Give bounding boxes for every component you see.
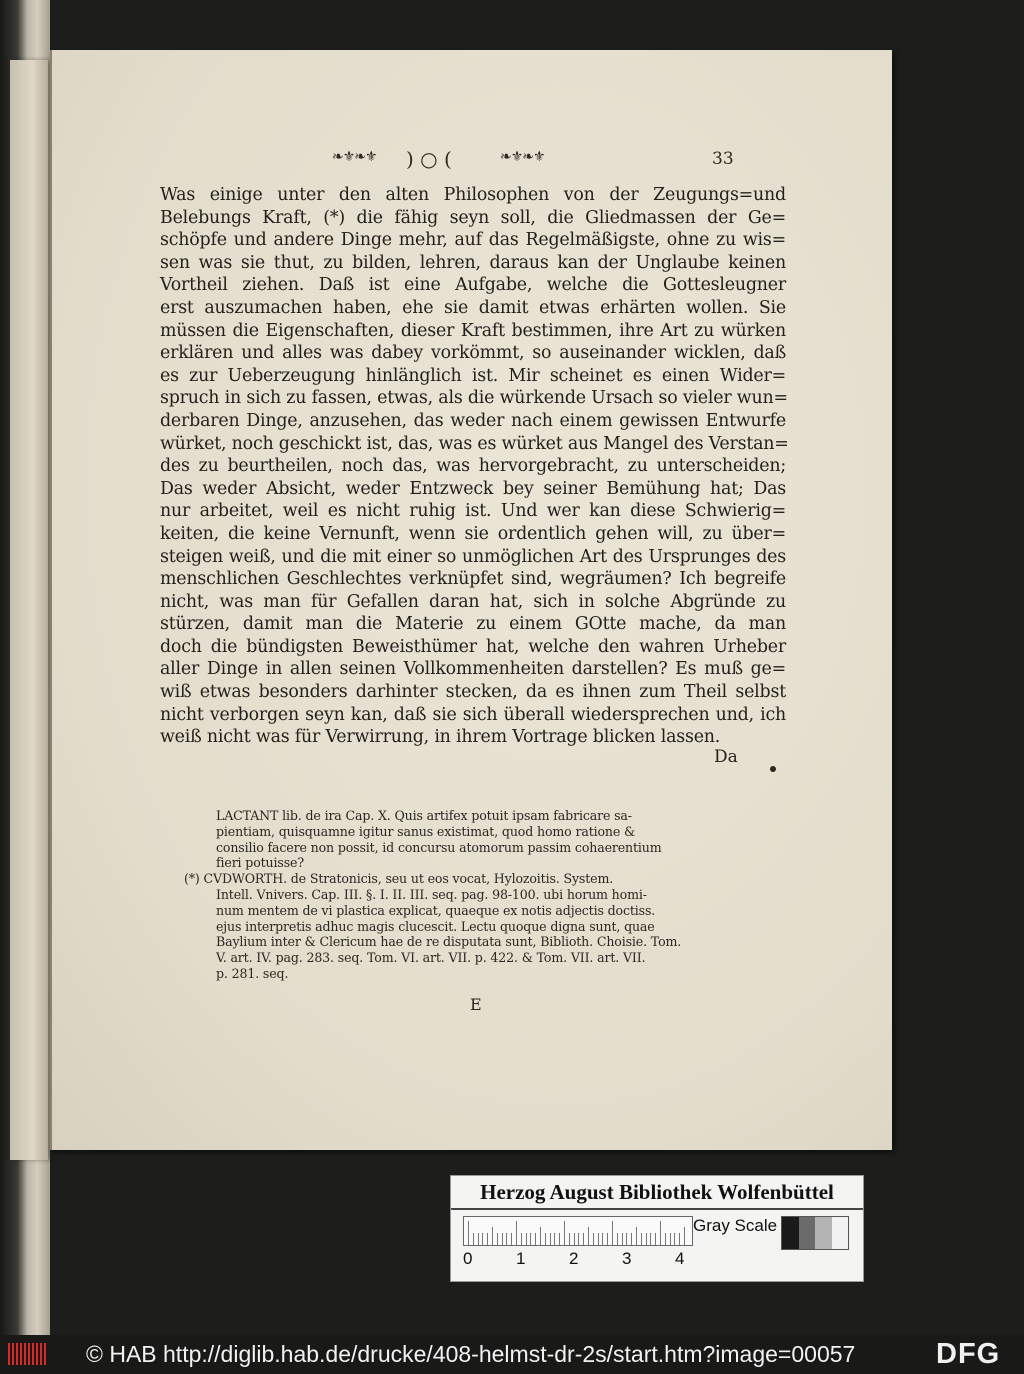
ruler-tick	[487, 1233, 488, 1245]
ruler-numbers	[463, 1249, 691, 1271]
body-line: wiß etwas besonders darhinter stecken, da es ihnen zum Theil selbst	[160, 682, 786, 703]
barcode-bar	[12, 1343, 14, 1365]
gray-scale-swatches	[781, 1216, 849, 1250]
body-line: Das weder Absicht, weder Entzweck bey seiner Bemühung hat; Das	[160, 478, 786, 499]
ruler-tick	[473, 1233, 474, 1245]
body-line: Belebungs Kraft, (*) die fähig seyn soll, die Gliedmassen der Ge=	[160, 207, 786, 228]
body-line: würket, noch geschickt ist, das, was es würket aus Mangel des Verstan=	[160, 433, 789, 454]
header-center: ) ○ (	[406, 147, 452, 171]
page-number: 33	[712, 149, 734, 169]
ruler-tick	[583, 1233, 584, 1245]
ruler-tick	[569, 1233, 570, 1245]
dfg-logo: DFG	[936, 1338, 1001, 1370]
library-name: Herzog August Bibliothek Wolfenbüttel	[480, 1180, 834, 1204]
ruler-tick	[526, 1233, 527, 1245]
ruler-tick	[679, 1233, 680, 1245]
body-line: erst auszumachen haben, ehe sie damit etwas erhärten wollen. Sie	[160, 297, 786, 318]
body-line: nur arbeitet, weil es nicht ruhig ist. Und wer kan diese Schwierig=	[160, 501, 786, 522]
body-line: keiten, die keine Vernunft, wenn sie ordentlich gehen will, zu über=	[160, 523, 786, 544]
ruler-tick	[550, 1233, 551, 1245]
body-line: schöpfe und andere Dinge mehr, auf das Regelmäßigste, ohne zu wis=	[160, 230, 786, 251]
body-line: steigen weiß, und die mit einer so unmöglichen Art des Ursprunges des	[160, 546, 786, 567]
ruler-number: 0	[463, 1249, 473, 1268]
ruler-tick	[622, 1233, 623, 1245]
barcode-bar	[32, 1343, 34, 1365]
body-line: Vortheil ziehen. Daß ist eine Aufgabe, welche die Gottesleugner	[160, 275, 786, 296]
body-line: stürzen, damit man die Materie zu einem GOtte mache, da man	[160, 614, 786, 635]
footnote-line: ejus interpretis adhuc magis clucescit. Lectu quoque digna sunt, quae	[216, 918, 655, 934]
barcode-bar	[24, 1343, 26, 1365]
ruler-tick	[660, 1221, 661, 1245]
ruler-tick	[468, 1221, 469, 1245]
footnote-line: V. art. IV. pag. 283. seq. Tom. VI. art. VII. p. 422. & Tom. VII. art. VII.	[216, 950, 646, 966]
copyright-link[interactable]: © HAB http://diglib.hab.de/drucke/408-helmst-dr-2s/start.htm?image=00057	[86, 1341, 856, 1367]
ruler-tick	[559, 1233, 560, 1245]
barcode-bar	[36, 1343, 38, 1365]
footnote-line: Intell. Vnivers. Cap. III. §. I. II. III. seq. pag. 98-100. ubi horum homi-	[216, 886, 647, 902]
ruler-tick	[588, 1227, 589, 1245]
footnote-line: LACTANT lib. de ira Cap. X. Quis artifex potuit ipsam fabricare sa-	[216, 808, 632, 823]
ruler-tick	[617, 1233, 618, 1245]
card-divider	[451, 1208, 863, 1210]
ruler-tick	[492, 1227, 493, 1245]
ruler-number: 1	[516, 1249, 526, 1268]
body-line: nicht verborgen seyn kan, daß sie sich überall wiedersprechen und, ich	[160, 704, 786, 725]
ruler-tick	[497, 1233, 498, 1245]
facing-page-edge	[10, 60, 48, 1160]
barcode-bar	[8, 1343, 10, 1365]
ruler-tick	[650, 1233, 651, 1245]
footnote-line: Baylium inter & Clericum hae de re disputata sunt, Biblioth. Choisie. Tom.	[216, 934, 682, 950]
footnote-line: (*) CVDWORTH. de Stratonicis, seu ut eos vocat, Hylozoitis. System.	[184, 871, 614, 887]
body-line: sen was sie thut, zu bilden, lehren, daraus kan der Unglaube keinen	[160, 252, 786, 273]
gray-swatch	[799, 1217, 816, 1249]
ruler-number: 2	[569, 1249, 579, 1268]
body-line: es zur Ueberzeugung hinlänglich ist. Mir scheinet es einen Wider=	[160, 365, 786, 386]
barcode-bar	[20, 1343, 22, 1365]
ruler-tick	[636, 1227, 637, 1245]
ruler-tick	[521, 1233, 522, 1245]
ruler-number: 4	[675, 1249, 685, 1268]
ruler-tick	[655, 1233, 656, 1245]
running-header	[52, 147, 892, 177]
ruler-tick	[545, 1233, 546, 1245]
catchword: Da	[714, 747, 738, 767]
footnote-line: p. 281. seq.	[216, 965, 289, 981]
body-line: spruch in sich zu fassen, etwas, als die würkende Ursach so vieler wun=	[160, 388, 788, 409]
barcode-bar	[44, 1343, 46, 1365]
ruler-tick	[516, 1221, 517, 1245]
body-line: des zu beurtheilen, noch das, was hervorgebracht, zu unterscheiden;	[160, 456, 786, 477]
ruler-tick	[631, 1233, 632, 1245]
body-line: menschlichen Geschlechtes verknüpfet sind, wegräumen? Ich begreife	[160, 569, 786, 590]
body-line: weiß nicht was für Verwirrung, in ihrem Vortrage blicken lassen.	[160, 727, 721, 748]
header-ornament-left: ❧⚜❧⚜	[332, 149, 377, 165]
ink-spot	[770, 766, 776, 772]
footnote-line: num mentem de vi plastica explicat, quaeque ex notis adjectis doctiss.	[216, 902, 656, 918]
ruler-tick	[511, 1233, 512, 1245]
gray-swatch	[815, 1217, 832, 1249]
ruler-tick	[482, 1233, 483, 1245]
gray-swatch	[832, 1217, 849, 1249]
ruler-tick	[602, 1233, 603, 1245]
footnotes	[184, 808, 778, 982]
body-text	[160, 184, 789, 749]
ruler-tick	[506, 1233, 507, 1245]
ruler-number: 3	[622, 1249, 632, 1268]
ruler-tick	[626, 1233, 627, 1245]
barcode-bar	[40, 1343, 42, 1365]
body-line: doch die bündigsten Beweisthümer hat, welche den wahren Urheber	[160, 636, 786, 657]
ruler-tick	[530, 1233, 531, 1245]
ruler-tick	[641, 1233, 642, 1245]
ruler-tick	[535, 1233, 536, 1245]
body-line: erklären und alles was dabey vorkömmt, so auseinander wicklen, daß	[160, 343, 786, 364]
ruler-tick	[670, 1233, 671, 1245]
footnote-line: pientiam, quisquamne igitur sanus existimat, quod homo ratione &	[216, 823, 636, 839]
library-color-card	[450, 1175, 864, 1282]
barcode-bar	[16, 1343, 18, 1365]
ruler-tick	[574, 1233, 575, 1245]
barcode-bar	[28, 1343, 30, 1365]
ruler-tick	[684, 1227, 685, 1245]
measurement-ruler	[463, 1216, 693, 1246]
ruler-tick	[502, 1233, 503, 1245]
ruler-tick	[478, 1233, 479, 1245]
ruler-tick	[578, 1233, 579, 1245]
ruler-tick	[554, 1233, 555, 1245]
ruler-tick	[612, 1221, 613, 1245]
gray-scale-label: Gray Scale	[693, 1216, 778, 1235]
footer-bar	[0, 1335, 1024, 1374]
ruler-tick	[665, 1233, 666, 1245]
ruler-tick	[674, 1233, 675, 1245]
body-line: derbaren Dinge, anzusehen, das weder nach einem gewissen Entwurfe	[160, 410, 786, 431]
footnote-line: fieri potuisse?	[216, 855, 304, 871]
ruler-tick	[598, 1233, 599, 1245]
signature-mark: E	[470, 995, 482, 1014]
body-line: müssen die Eigenschaften, dieser Kraft bestimmen, ihre Art zu würken	[160, 320, 786, 341]
header-ornament-right: ❧⚜❧⚜	[500, 149, 545, 165]
body-line: nicht, was man für Gefallen daran hat, sich in solche Abgründe zu	[160, 591, 786, 612]
body-line: Was einige unter den alten Philosophen von der Zeugungs=und	[160, 185, 786, 205]
barcode-icon	[8, 1343, 48, 1365]
ruler-tick	[646, 1233, 647, 1245]
footnote-line: consilio facere non possit, id concursu atomorum passim cohaerentium	[216, 839, 662, 855]
ruler-tick	[540, 1227, 541, 1245]
ruler-tick	[593, 1233, 594, 1245]
body-line: aller Dinge in allen seinen Vollkommenheiten darstellen? Es muß ge=	[160, 659, 786, 680]
ruler-tick	[564, 1221, 565, 1245]
book-page	[50, 50, 892, 1150]
ruler-tick	[607, 1233, 608, 1245]
gray-swatch	[782, 1217, 799, 1249]
